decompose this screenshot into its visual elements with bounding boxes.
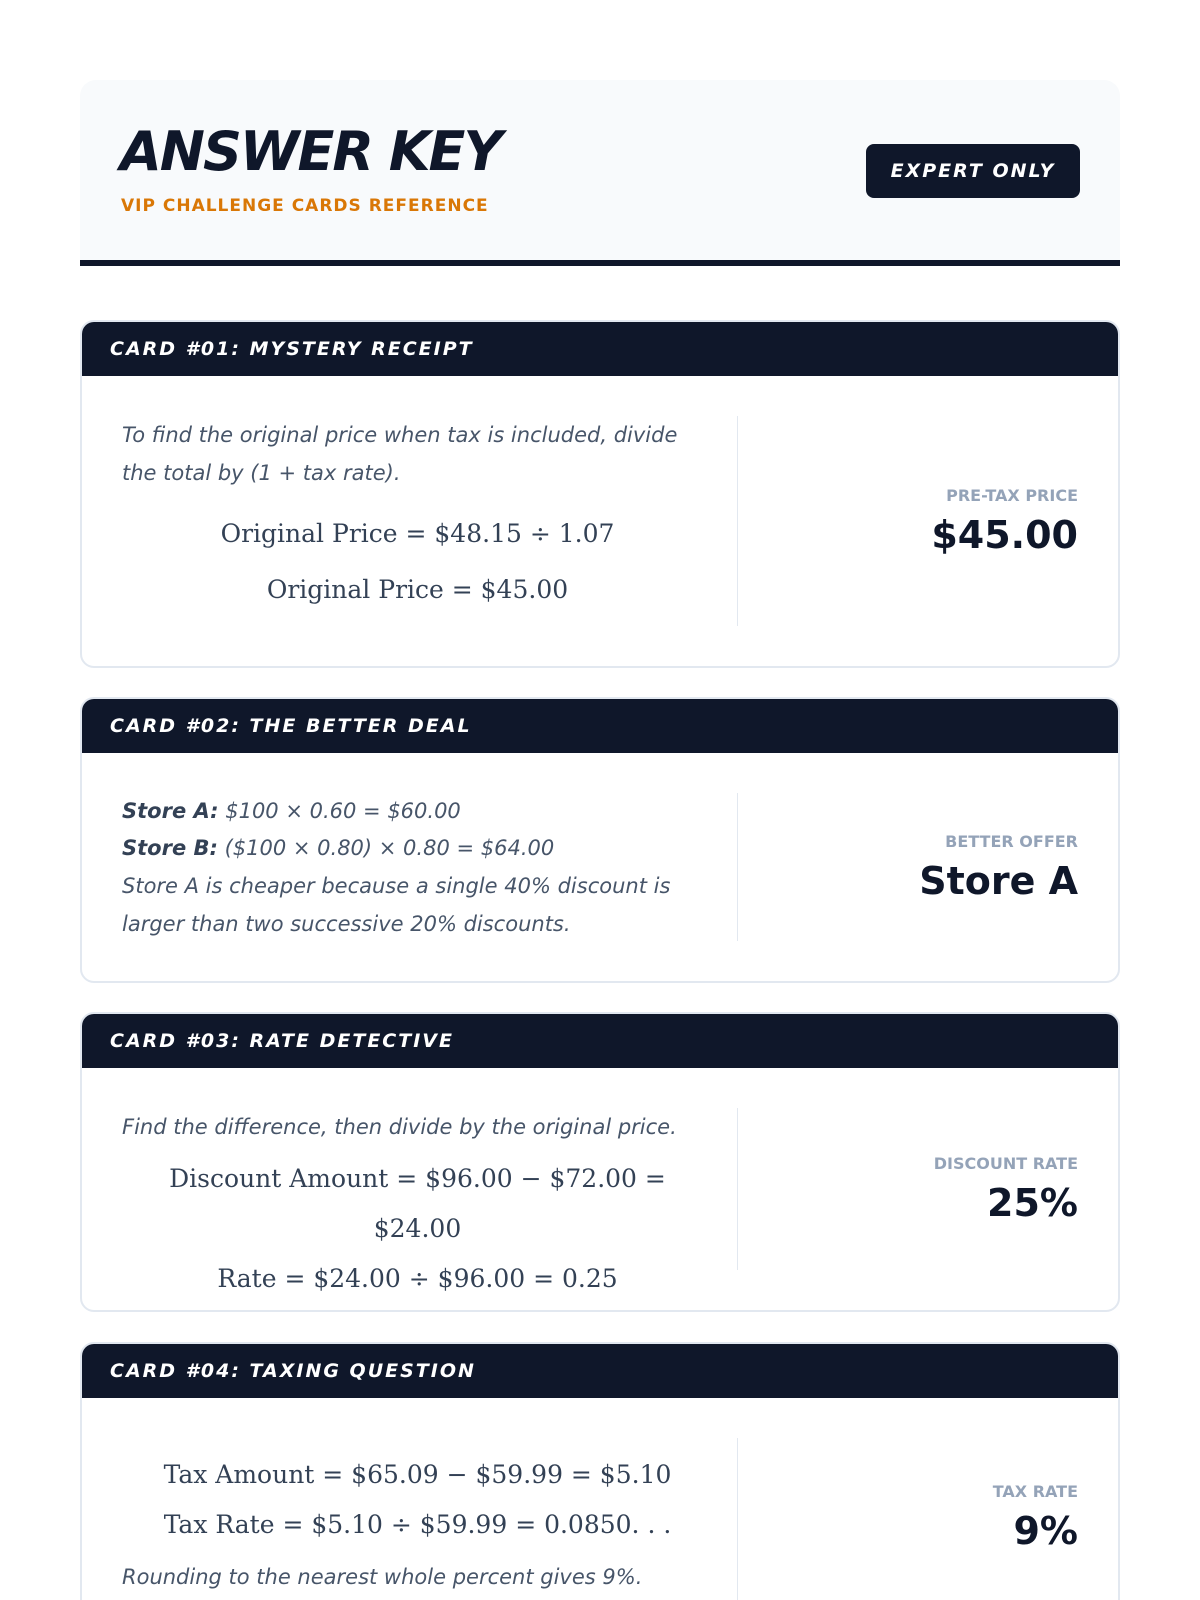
card-explanation	[122, 793, 738, 941]
answer-value: $45.00	[931, 512, 1078, 557]
store-a-calc: $100 × 0.60 = $60.00	[218, 799, 461, 823]
store-a-line	[122, 793, 737, 830]
card-title: CARD #03: RATE DETECTIVE	[82, 1014, 1118, 1068]
explanation-text: To find the original price when tax is included, divide the total by (1 + tax rate).	[122, 423, 678, 485]
explanation-text: Store A is cheaper because a single 40% discount is larger than two successive 20% discounts.	[122, 874, 671, 936]
answer-label: BETTER OFFER	[945, 831, 1078, 851]
equation: Tax Amount = $65.09 − $59.99 = $5.10	[163, 1460, 672, 1489]
answer-value: 25%	[987, 1180, 1078, 1225]
store-b-label: Store B:	[122, 836, 218, 860]
explanation-text: Rounding to the nearest whole percent gives 9%.	[122, 1565, 643, 1589]
store-a-label: Store A:	[122, 799, 219, 823]
card-title: CARD #02: THE BETTER DEAL	[82, 699, 1118, 753]
answer-value: Store A	[919, 858, 1078, 903]
answer-label: DISCOUNT RATE	[933, 1153, 1078, 1173]
equation: Tax Rate = $5.10 ÷ $59.99 = 0.0850. . .	[163, 1510, 672, 1539]
store-b-calc: ($100 × 0.80) × 0.80 = $64.00	[217, 836, 555, 860]
store-b-line	[122, 830, 737, 867]
card-answer	[778, 793, 1078, 941]
answer-card-04	[80, 1342, 1120, 1600]
card-answer	[778, 1108, 1078, 1270]
card-body	[82, 376, 1118, 666]
card-title: CARD #04: TAXING QUESTION	[82, 1344, 1118, 1398]
answer-label: TAX RATE	[992, 1482, 1078, 1501]
answer-card-02	[80, 697, 1120, 983]
equation: Original Price = $48.15 ÷ 1.07	[220, 519, 615, 548]
card-explanation	[122, 1438, 738, 1600]
answer-value: 9%	[1013, 1509, 1078, 1553]
equation: Rate = $24.00 ÷ $96.00 = 0.25	[217, 1264, 618, 1293]
answer-label: PRE-TAX PRICE	[946, 485, 1078, 505]
card-title: CARD #01: MYSTERY RECEIPT	[82, 322, 1118, 376]
page-subtitle: VIP CHALLENGE CARDS REFERENCE	[121, 196, 489, 216]
expert-badge: EXPERT ONLY	[866, 144, 1080, 198]
card-explanation	[122, 1108, 738, 1293]
card-explanation	[122, 416, 738, 626]
explanation-text: Find the difference, then divide by the original price.	[122, 1115, 677, 1139]
equation: Discount Amount = $96.00 − $72.00 = $24.00	[169, 1164, 666, 1243]
card-body	[82, 1068, 1118, 1310]
page-header	[80, 80, 1120, 266]
answer-card-03	[80, 1012, 1120, 1312]
answer-card-01	[80, 320, 1120, 668]
card-body	[82, 1398, 1118, 1600]
card-answer	[778, 1438, 1078, 1600]
equation: Original Price = $45.00	[266, 575, 569, 604]
card-body	[82, 753, 1118, 981]
card-answer	[778, 416, 1078, 626]
page-title: ANSWER KEY	[120, 120, 501, 183]
